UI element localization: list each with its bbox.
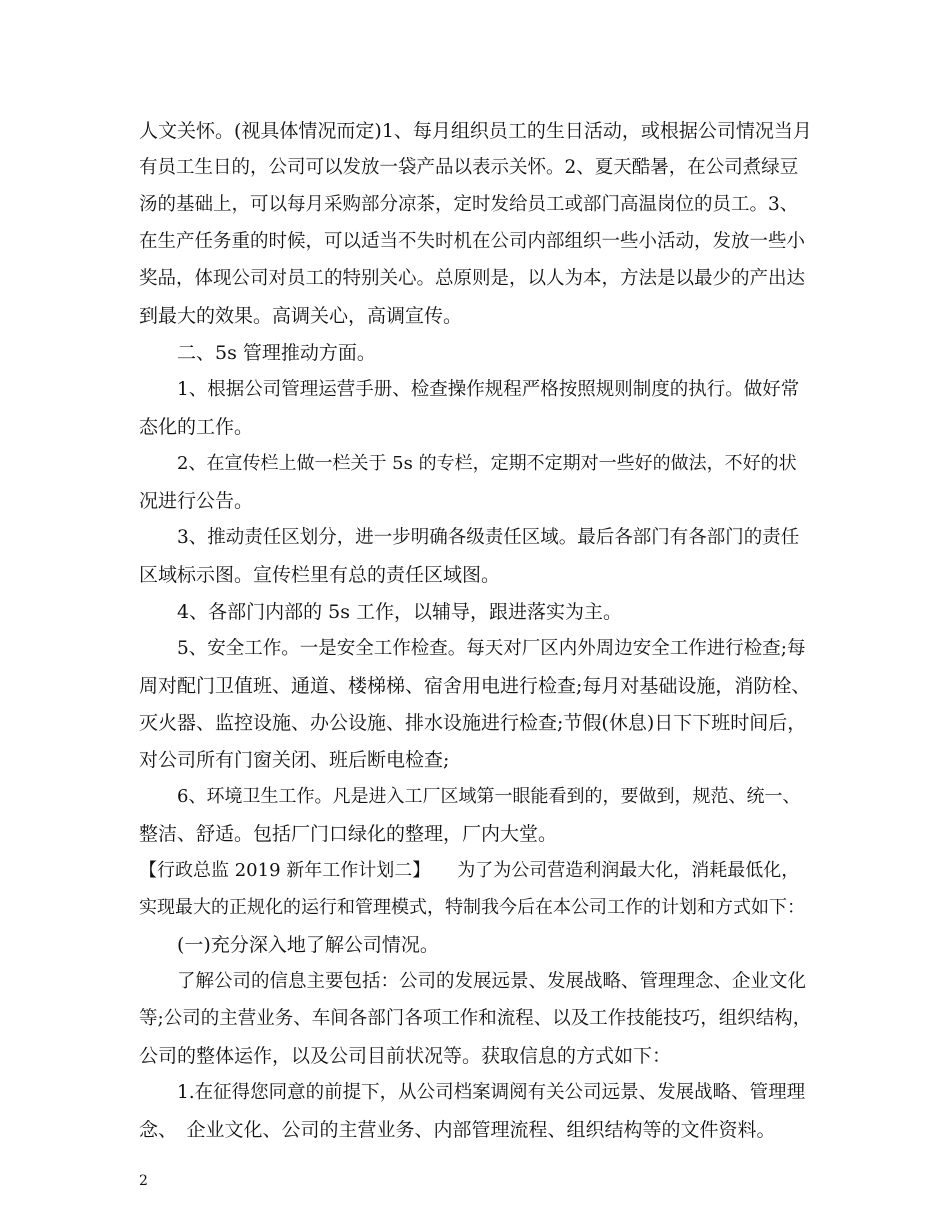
text-line: 有员工生日的，公司可以发放一袋产品以表示关怀。2、夏天酷暑，在公司煮绿豆 xyxy=(139,157,799,178)
text-line: 实现最大的正规化的运行和管理模式，特制我今后在本公司工作的计划和方式如下： xyxy=(139,897,805,918)
section-heading: 二、5s 管理推动方面。 xyxy=(177,342,376,364)
text-line: 况进行公告。 xyxy=(139,490,254,512)
text-line: 3、推动责任区划分，进一步明确各级责任区域。最后各部门有各部门的责任 xyxy=(177,527,800,548)
page-number: 2 xyxy=(139,1173,148,1189)
text-line: 周对配门卫值班、通道、楼梯梯、宿舍用电进行检查;每月对基础设施，消防栓、 xyxy=(139,675,811,697)
text-line: 整洁、舒适。包括厂门口绿化的整理，厂内大堂。 xyxy=(139,823,558,845)
section-heading: (一)充分深入地了解公司情况。 xyxy=(177,934,439,956)
text-line: 对公司所有门窗关闭、班后断电检查; xyxy=(139,749,450,771)
text-line: 汤的基础上，可以每月采购部分凉茶，定时发给员工或部门高温岗位的员工。3、 xyxy=(139,194,799,215)
text-line: 在生产任务重的时候，可以适当不失时机在公司内部组织一些小活动，发放一些小 xyxy=(139,231,806,252)
text-line: 了解公司的信息主要包括：公司的发展远景、发展战略、管理理念、企业文化 xyxy=(177,971,807,992)
text-line: 1、根据公司管理运营手册、检查操作规程严格按照规则制度的执行。做好常 xyxy=(177,379,800,400)
text-line: 奖品，体现公司对员工的特别关心。总原则是，以人为本，方法是以最少的产出达 xyxy=(139,268,806,289)
text-line: 念、 企业文化、公司的主营业务、内部管理流程、组织结构等的文件资料。 xyxy=(139,1119,776,1141)
text-line: 到最大的效果。高调关心，高调宣传。 xyxy=(139,305,463,327)
text-line: 等;公司的主营业务、车间各部门各项工作和流程、以及工作技能技巧，组织结构， xyxy=(139,1008,812,1029)
text-line: 态化的工作。 xyxy=(139,416,254,438)
text-line: 灭火器、监控设施、办公设施、排水设施进行检查;节假(休息)日下下班时间后， xyxy=(139,712,807,734)
text-line: 人文关怀。(视具体情况而定)1、每月组织员工的生日活动，或根据公司情况当月 xyxy=(139,120,812,142)
text-line: 1.在征得您同意的前提下，从公司档案调阅有关公司远景、发展战略、管理理 xyxy=(177,1082,806,1103)
text-line: 6、环境卫生工作。凡是进入工厂区域第一眼能看到的，要做到，规范、统一、 xyxy=(177,786,801,807)
text-line: 2、在宣传栏上做一栏关于 5s 的专栏，定期不定期对一些好的做法，不好的状 xyxy=(177,453,797,474)
text-line: 4、各部门内部的 5s 工作，以辅导，跟进落实为主。 xyxy=(177,601,623,623)
text-line: 区域标示图。宣传栏里有总的责任区域图。 xyxy=(139,564,501,586)
text-line: 5、安全工作。一是安全工作检查。每天对厂区内外周边安全工作进行检查;每 xyxy=(177,638,806,659)
plan-heading-line: 【行政总监 2019 新年工作计划二】 为了为公司营造利润最大化，消耗最低化， xyxy=(139,860,800,881)
text-line: 公司的整体运作，以及公司目前状况等。获取信息的方式如下： xyxy=(139,1045,672,1067)
